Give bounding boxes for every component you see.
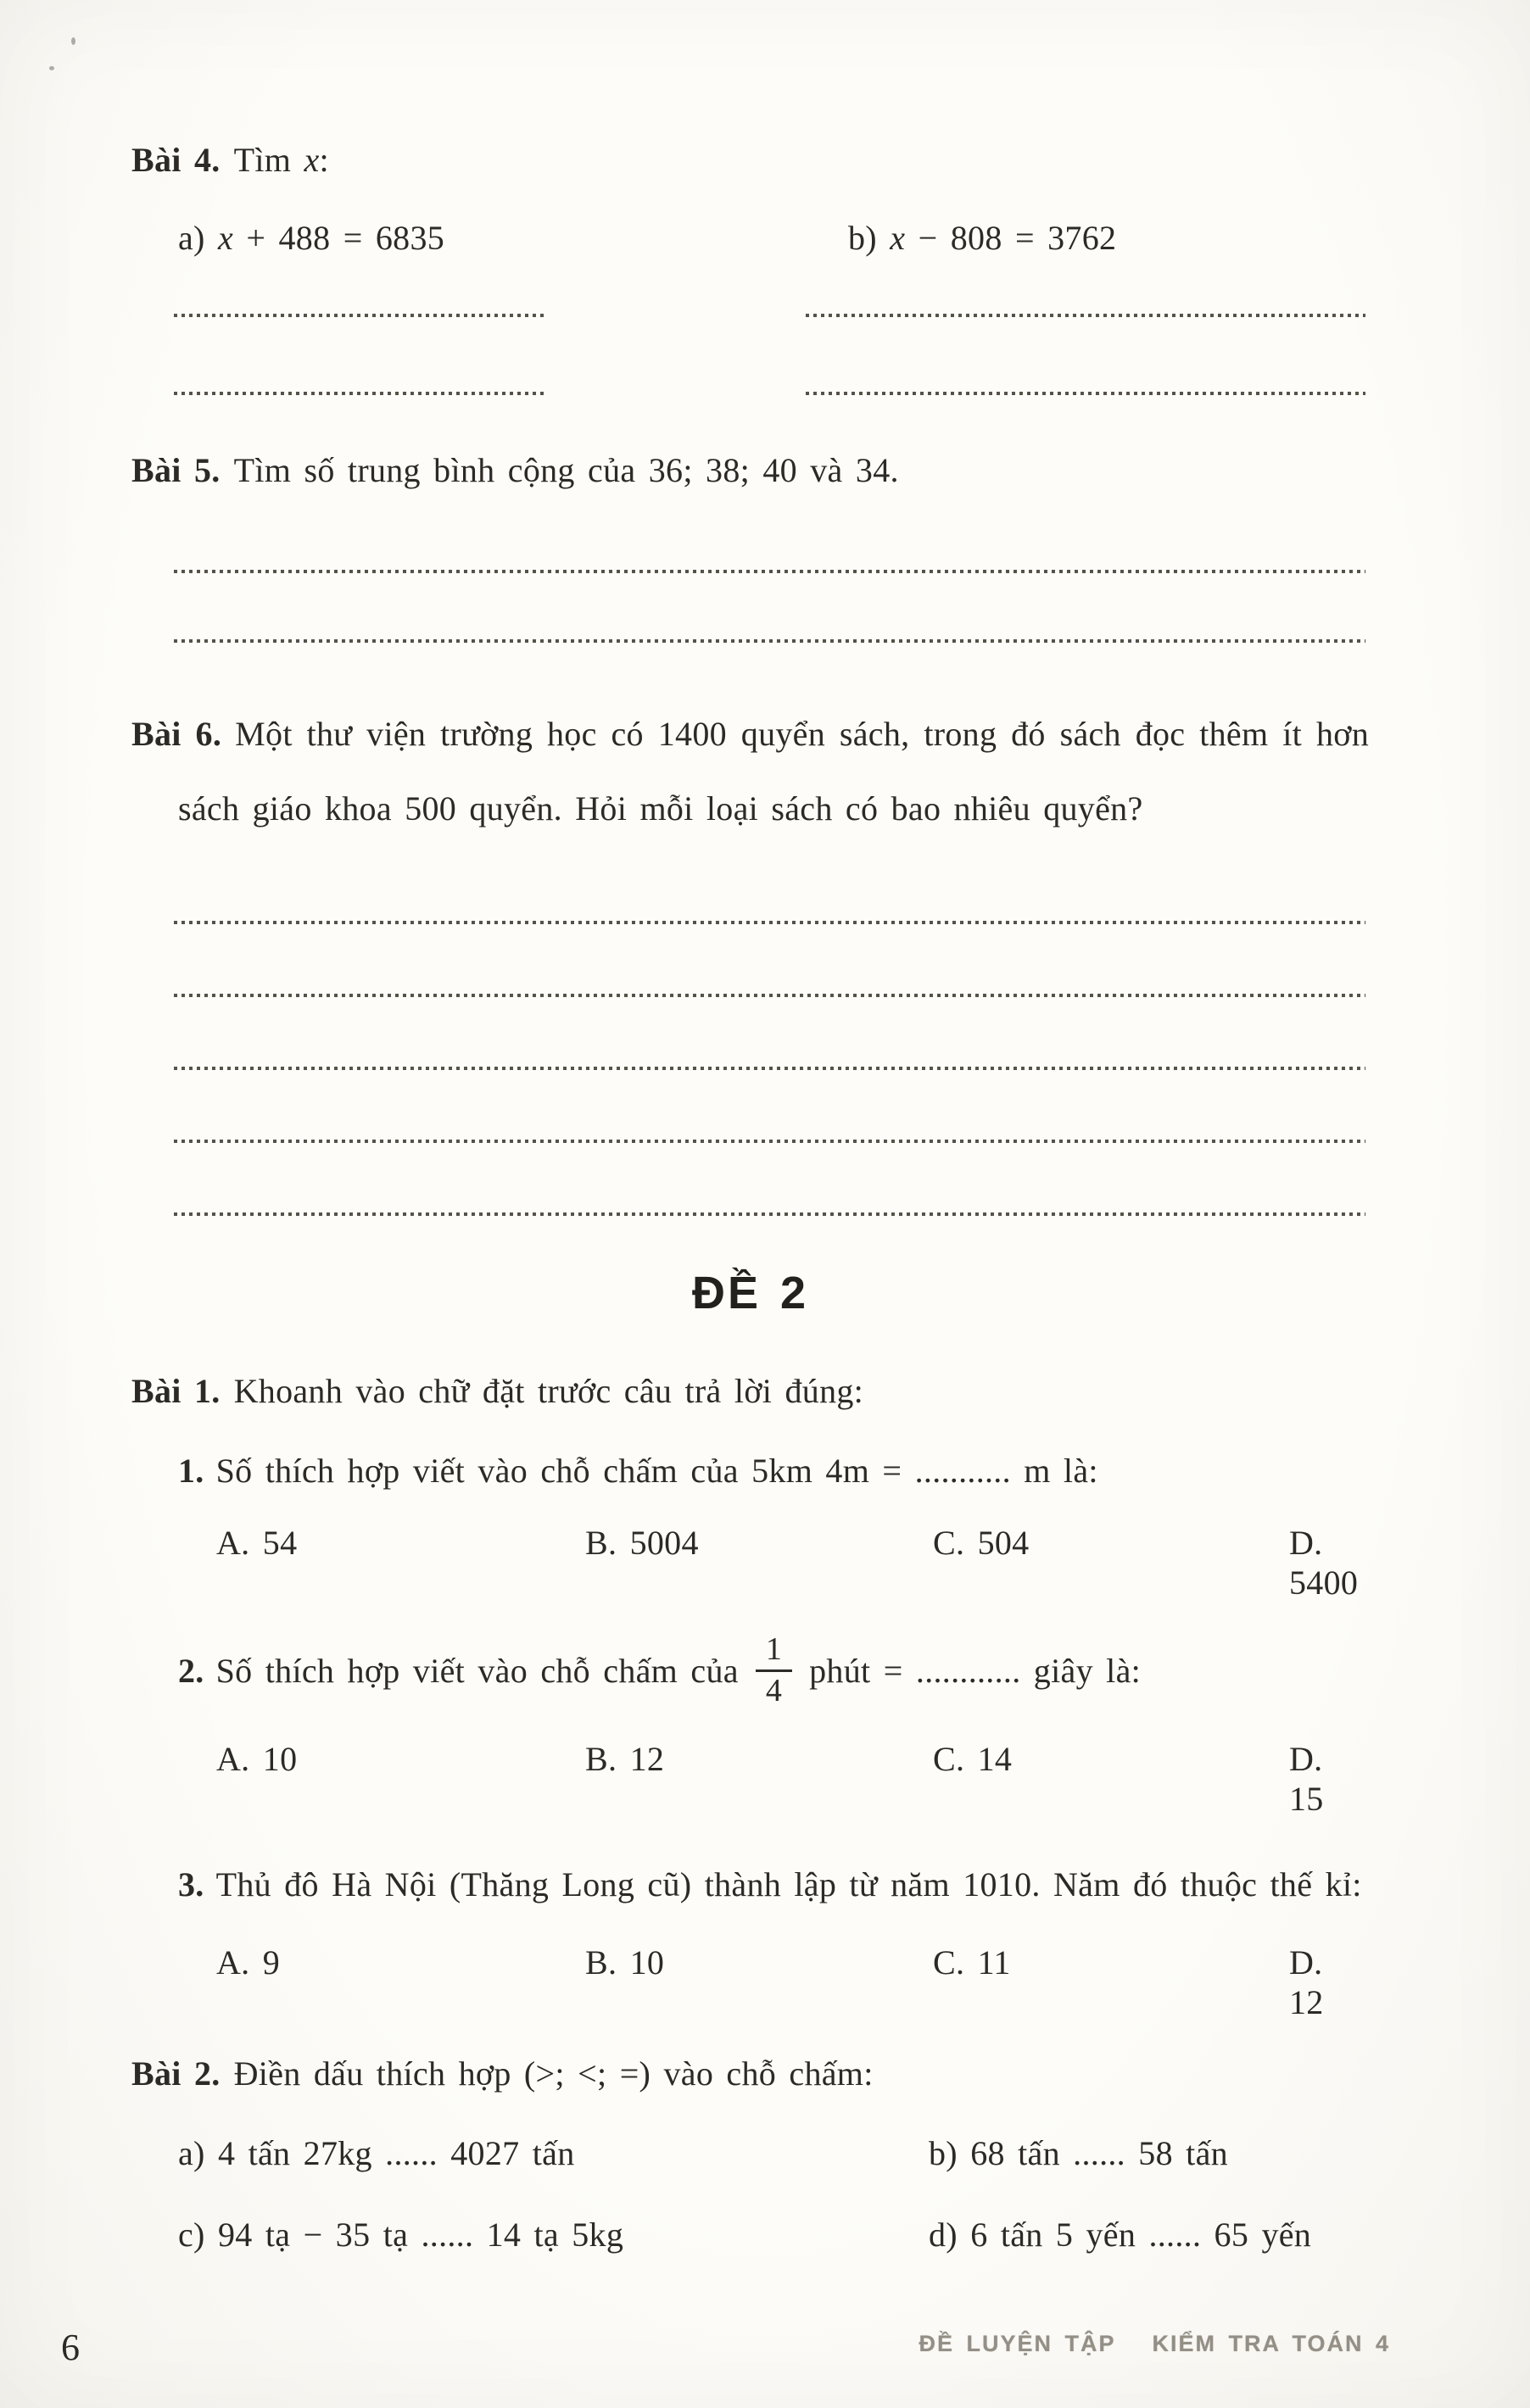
- bai5-text: Tìm số trung bình cộng của 36; 38; 40 và 34.: [233, 451, 899, 489]
- problem-bai1: [131, 1367, 1369, 2022]
- bai4-label: Bài 4.: [131, 141, 221, 179]
- answer-line: [174, 1067, 1365, 1070]
- eq-a-prefix: a): [178, 219, 218, 257]
- q2-option-d: D. 15: [1289, 1739, 1324, 1818]
- q2-text-before: Số thích hợp viết vào chỗ chấm của: [215, 1651, 739, 1690]
- q3-option-c: C. 11: [933, 1943, 1011, 1982]
- q2-text-after: phút = ............ giây là:: [809, 1651, 1142, 1690]
- answer-line: [174, 392, 547, 395]
- fraction-denominator: 4: [765, 1672, 783, 1708]
- scan-speck: [71, 37, 75, 45]
- bai5-label: Bài 5.: [131, 451, 221, 489]
- answer-line: [174, 314, 547, 317]
- fraction-one-quarter: [756, 1633, 792, 1708]
- problem-bai5: [131, 446, 1369, 643]
- eq-b-variable: x: [890, 219, 906, 257]
- answer-line: [174, 1212, 1365, 1216]
- bai4-answer-row-1: [131, 314, 1369, 317]
- bai1-heading: [131, 1367, 1369, 1416]
- bai4-equation-b: [848, 214, 1116, 263]
- eq-a-rest: + 488 = 6835: [233, 219, 445, 257]
- bai2-part-d: d) 6 tấn 5 yến ...... 65 yến: [929, 2215, 1312, 2254]
- answer-line: [806, 314, 1365, 317]
- q2-number: 2.: [178, 1651, 204, 1690]
- scan-speck: [49, 66, 54, 70]
- bai2-part-b: b) 68 tấn ...... 58 tấn: [929, 2133, 1228, 2172]
- bai1-question-2: [178, 1633, 1369, 1708]
- q3-option-d: D. 12: [1289, 1943, 1324, 2021]
- answer-line: [174, 994, 1365, 997]
- bai2-text: Điền dấu thích hợp (>; <; =) vào chỗ chấm:: [233, 2054, 874, 2093]
- fraction-numerator: 1: [756, 1633, 792, 1672]
- q3-number: 3.: [178, 1865, 204, 1904]
- problem-bai2: [131, 2049, 1369, 2260]
- bai4-answer-row-2: [131, 392, 1369, 395]
- bai2-heading: [131, 2049, 1369, 2099]
- q2-options: [216, 1739, 1369, 1819]
- bai2-row-ab: [131, 2129, 1369, 2178]
- q1-option-b: B. 5004: [585, 1524, 699, 1562]
- bai1-question-1: [178, 1446, 1369, 1496]
- q1-option-c: C. 504: [933, 1524, 1030, 1562]
- q1-option-d: D. 5400: [1289, 1524, 1359, 1602]
- bai6-label: Bài 6.: [131, 715, 222, 753]
- q3-option-b: B. 10: [585, 1943, 665, 1982]
- q1-options: [216, 1523, 1369, 1603]
- page-number: 6: [61, 2327, 81, 2368]
- q1-number: 1.: [178, 1452, 204, 1490]
- bai2-part-a: a) 4 tấn 27kg ...... 4027 tấn: [178, 2133, 575, 2172]
- bai6-paragraph: [131, 697, 1369, 846]
- bai5-heading: [131, 446, 1369, 495]
- answer-line: [806, 392, 1365, 395]
- bai2-label: Bài 2.: [131, 2054, 221, 2093]
- answer-line: [174, 921, 1365, 924]
- problem-bai4: [131, 136, 1369, 395]
- bai2-row-cd: [131, 2210, 1369, 2260]
- bai1-question-3: [178, 1849, 1369, 1920]
- section-title-de2: ĐỀ 2: [691, 1268, 809, 1318]
- bai4-equation-a: [178, 214, 848, 263]
- answer-line: [174, 1140, 1365, 1143]
- eq-b-prefix: b): [848, 219, 891, 257]
- q3-text: Thủ đô Hà Nội (Thăng Long cũ) thành lập từ năm 1010. Năm đó thuộc thế kỉ:: [215, 1865, 1362, 1904]
- answer-line: [174, 639, 1365, 643]
- bai2-part-c: c) 94 tạ − 35 tạ ...... 14 tạ 5kg: [178, 2215, 624, 2254]
- answer-line: [174, 570, 1365, 573]
- q1-text: Số thích hợp viết vào chỗ chấm của 5km 4m = ........... m là:: [215, 1452, 1098, 1490]
- problem-bai6: [131, 697, 1369, 1216]
- q3-options: [216, 1943, 1369, 2022]
- bai4-prompt-var: x: [304, 141, 320, 179]
- q2-option-a: A. 10: [216, 1739, 298, 1778]
- q2-option-c: C. 14: [933, 1739, 1013, 1778]
- q2-option-b: B. 12: [585, 1739, 665, 1778]
- bai6-text: Một thư viện trường học có 1400 quyển sách, trong đó sách đọc thêm ít hơn sách giáo khoa 500 quyển. Hỏi mỗi loại sách có bao nhiêu quyển?: [178, 715, 1369, 828]
- bai1-label: Bài 1.: [131, 1372, 221, 1410]
- q3-option-a: A. 9: [216, 1943, 281, 1982]
- q1-option-a: A. 54: [216, 1524, 298, 1562]
- running-title: ĐỀ LUYỆN TẬP KIỂM TRA TOÁN 4: [919, 2331, 1390, 2356]
- bai4-equations: [131, 214, 1369, 263]
- bai1-text: Khoanh vào chữ đặt trước câu trả lời đúng:: [233, 1372, 864, 1410]
- bai4-prompt-pre: Tìm: [233, 141, 304, 179]
- eq-a-variable: x: [217, 219, 234, 257]
- bai4-heading: [131, 136, 1369, 185]
- bai4-prompt-post: :: [319, 141, 329, 179]
- eq-b-rest: − 808 = 3762: [905, 219, 1117, 257]
